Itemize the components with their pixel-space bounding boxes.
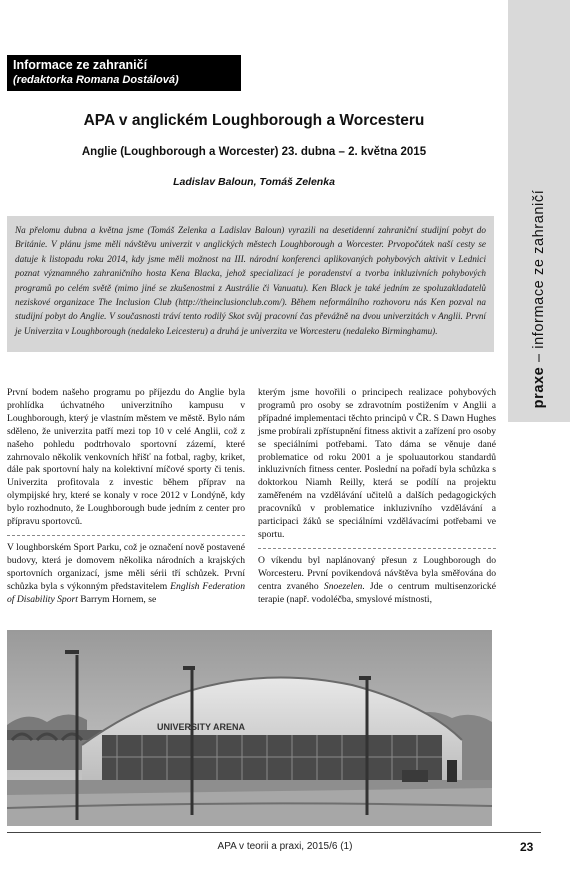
arena-sign: UNIVERSITY ARENA — [157, 722, 246, 732]
footer-rule — [7, 832, 541, 833]
article-title: APA v anglickém Loughborough a Worcesteru — [83, 112, 425, 129]
right-paragraph-1: kterým jsme hovořili o principech realizace pohybových programů pro osoby se zdravotním postižením v Anglii a případné implementaci těchto principů v ČR. S Dawn Hughes jsme probírali zpřístupnění fitness aktivit a zařízení pro osoby se speciálními potřebami. Tato dáma se věnuje dané problematice od roku 2001 a je spoluautorkou standardů inkluzivních fitness center. Poslední na pořadí byla schůzka s doktorkou Niamh Reilly, která se podílí na projektu zaměřeném na vzdělávání učitelů a dalších pedagogických pracovníků v problematice inkluzivního vzdělávání a participaci žáků se speciálními vzdělávacími potřebami ve sportu. — [258, 387, 496, 540]
abstract-box: Na přelomu dubna a května jsme (Tomáš Zelenka a Ladislav Baloun) vyrazili na desetidenní zahraniční studijní pobyt do Británie. V plánu jsme měli návštěvu univerzit v anglických městech Loughborough a Worcester. Prvopočátek naší cesty se datuje k listopadu roku 2014, kdy jsme měli možnost na III. národní konferenci aplikovaných pohybových aktivit v Lednici poznat významného zahraničního hosta Kena Blacka, jehož specializací je poradenství a tvorba inkluzivních pohybových programů po celém světě (mimo jiné se zkušenostmi z Austrálie či Vanuatu). Ken Black je také jedním ze spoluzakladatelů neziskové organizace The Inclusion Club (http://theinclusionclub.com/). Během neformálního rozhovoru nás Ken pozval na studijní pobyt do Anglie. V současnosti tráví tento rodilý Skot svůj pracovní čas převážně na dvou univerzitách v Anglii. První je Univerzita v Loughborough (nedaleko Leicesteru) a druhá je univerzita ve Worcesteru (nedaleko Birminghamu). — [7, 216, 494, 352]
section-title: Informace ze zahraničí — [13, 58, 148, 72]
article-authors: Ladislav Baloun, Tomáš Zelenka — [173, 176, 335, 188]
side-tab-label: praxe – informace ze zahraničí — [531, 189, 547, 409]
left-column — [7, 387, 245, 607]
paragraph-divider — [7, 535, 245, 536]
left-paragraph-1: První bodem našeho programu po příjezdu do Anglie byla prohlídka úchvatného univerzitního kampusu v Loughborough, který je vlastním městem ve městě. Bylo nám sděleno, že univerzita patří mezi top 10 v celé Anglii, což z našeho pohledu podtrhovalo sportovní zázemí, které zahrnovalo několik venkovních hřišť na fotbal, ragby, kriket, dále pak sportovní haly na kolektivní míčové sporty či tenis. Univerzita profitovala z investic během příprav na olympijské hry, které se konaly v roce 2012 v Londýně, kdy bylo rozhodnuto, že Loughborough bude jedním z center pro přípravu sportovců. — [7, 387, 245, 528]
footer-journal: APA v teorii a praxi, 2015/6 (1) — [217, 841, 353, 852]
section-header — [7, 55, 241, 91]
right-paragraph-2: O víkendu byl naplánovaný přesun z Loughborough do Worcesteru. První povikendová návštěva byla směřována do centra zvaného Snoezelen. Jde o centrum multisenzorické terapie (např. vodoléčba, smyslové místnosti, — [258, 554, 496, 605]
right-column — [258, 387, 496, 607]
article-subtitle: Anglie (Loughborough a Worcester) 23. dubna – 2. května 2015 — [81, 146, 427, 158]
paragraph-divider — [258, 548, 496, 549]
left-paragraph-2: V loughborském Sport Parku, což je označení nově postavené budovy, která je domovem několika národních a krajských sportovních organizací, jsme měli sérii tří schůzek. První schůzka byla s výkonným představitelem English Federation of Disability Sport Barrym Hornem, se — [7, 541, 245, 605]
section-editor: (redaktorka Romana Dostálová) — [13, 74, 179, 86]
university-arena-photo — [7, 630, 492, 826]
page-number: 23 — [520, 840, 534, 854]
